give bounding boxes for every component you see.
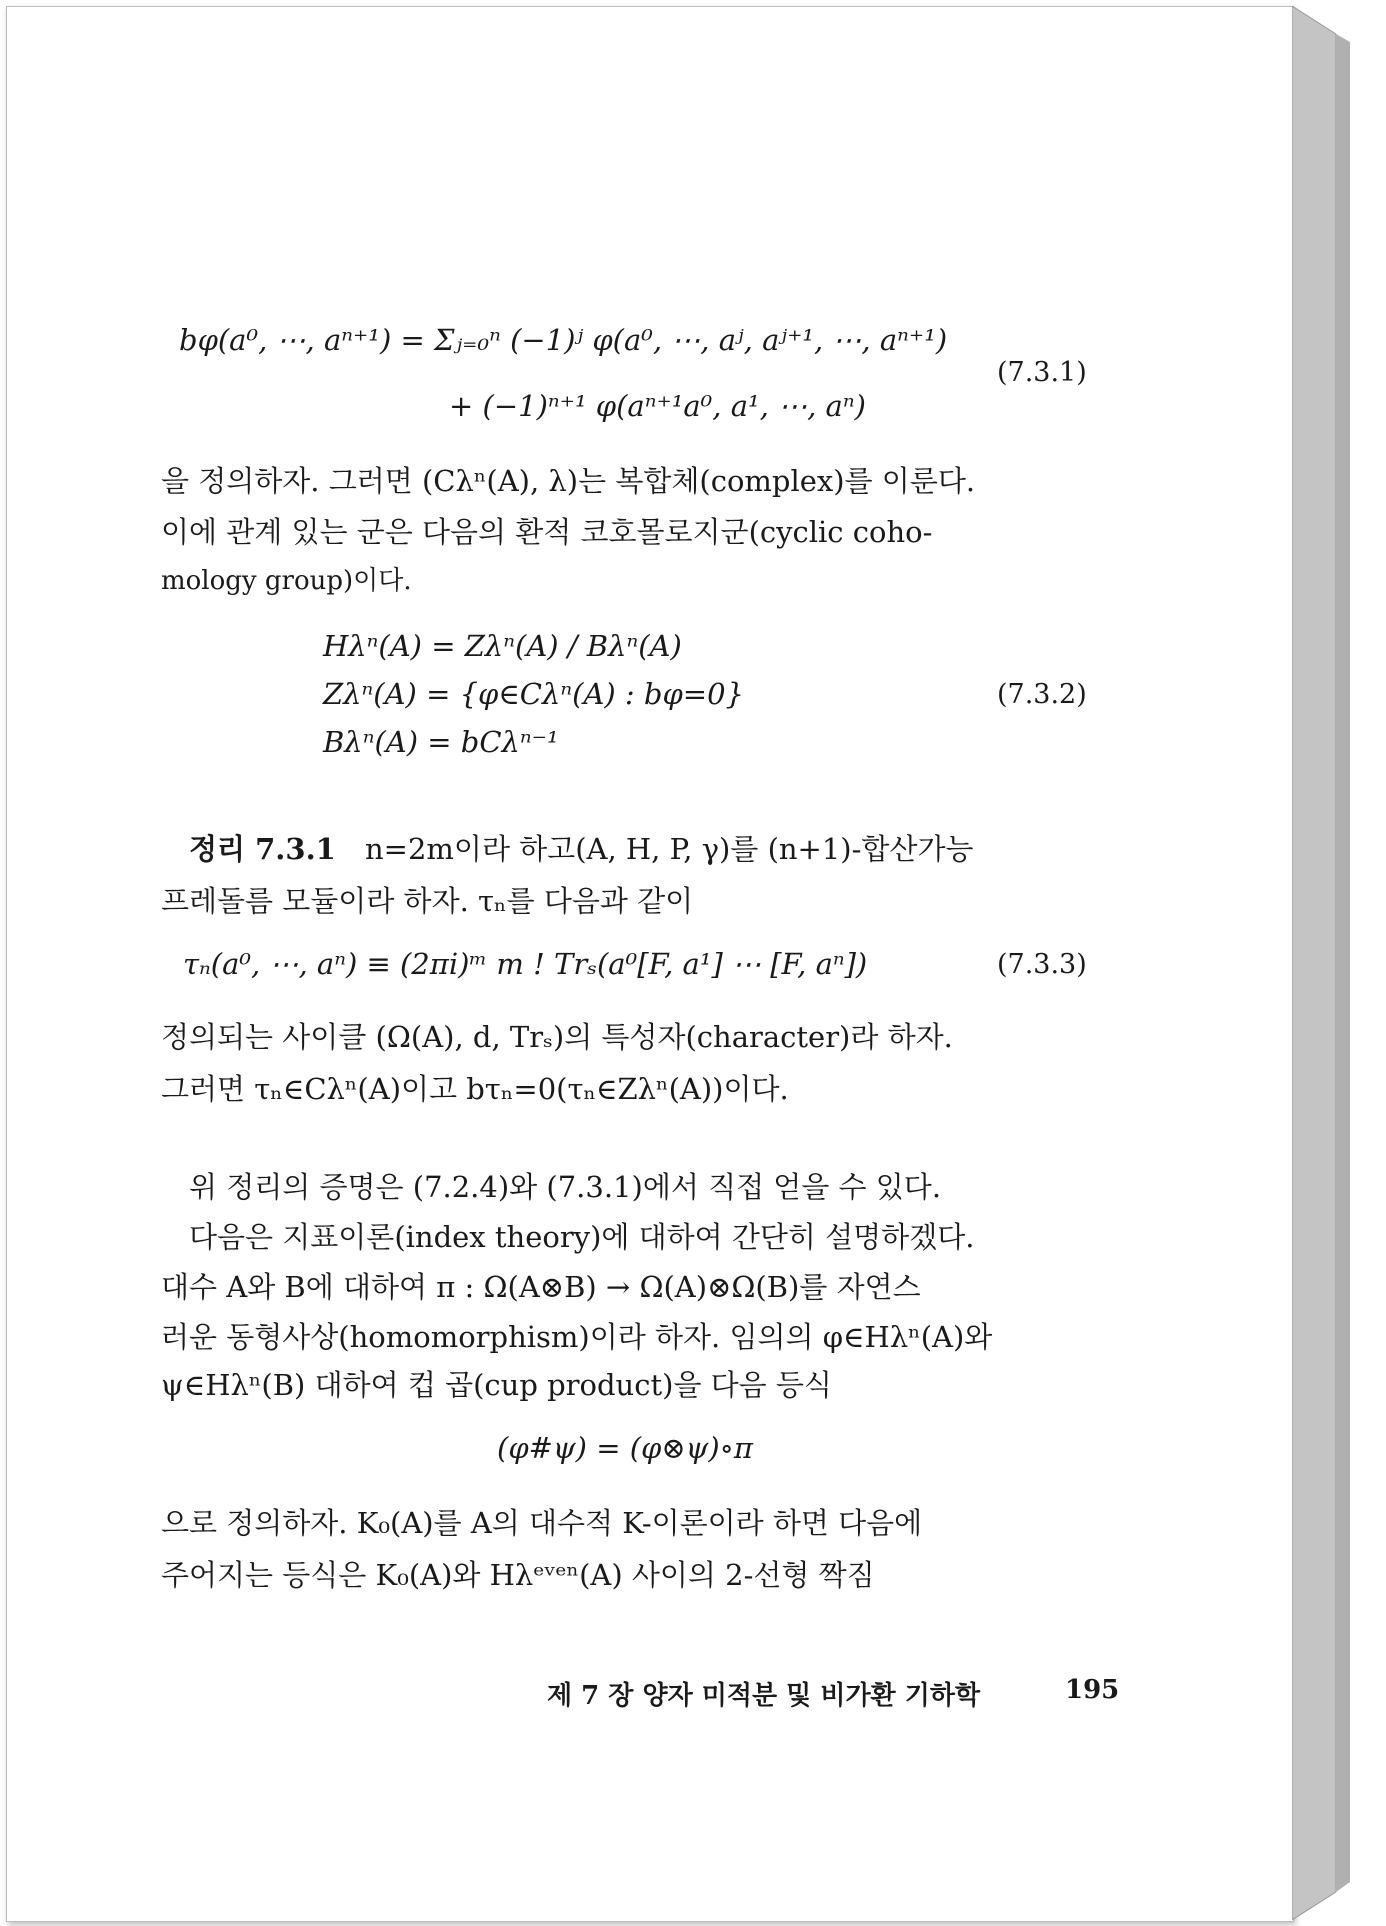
cup-product-equation: (φ#ψ) = (φ⊗ψ)∘π bbox=[497, 1431, 753, 1465]
equation-7-3-1-line2: + (−1)ⁿ⁺¹ φ(aⁿ⁺¹a⁰, a¹, ⋯, aⁿ) bbox=[449, 389, 866, 423]
equation-number-7-3-1: (7.3.1) bbox=[997, 357, 1087, 388]
paragraph-1-line3: mology group)이다. bbox=[161, 566, 412, 596]
paragraph-2-line2: 그러면 τₙ∈Cλⁿ(A)이고 bτₙ=0(τₙ∈Zλⁿ(A))이다. bbox=[161, 1072, 789, 1106]
paragraph-1-line1: 을 정의하자. 그러면 (Cλⁿ(A), λ)는 복합체(complex)를 이룬다. bbox=[161, 464, 976, 498]
equation-7-3-2-line1: Hλⁿ(A) = Zλⁿ(A) / Bλⁿ(A) bbox=[323, 629, 682, 663]
paragraph-1-line2: 이에 관계 있는 군은 다음의 환적 코호몰로지군(cyclic coho- bbox=[161, 515, 933, 549]
paragraph-3-line3: 대수 A와 B에 대하여 π : Ω(A⊗B) → Ω(A)⊗Ω(B)를 자연스 bbox=[161, 1270, 921, 1304]
book-spine-edge bbox=[1292, 6, 1362, 1920]
theorem-line2: 프레돌름 모듈이라 하자. τₙ를 다음과 같이 bbox=[161, 884, 694, 918]
theorem-line1: n=2m이라 하고(A, H, P, γ)를 (n+1)-합산가능 bbox=[365, 832, 974, 866]
book-page bbox=[6, 6, 1294, 1922]
equation-7-3-1-line1: bφ(a⁰, ⋯, aⁿ⁺¹) = Σⱼ₌₀ⁿ (−1)ʲ φ(a⁰, ⋯, aʲ, aʲ⁺¹, ⋯, aⁿ⁺¹) bbox=[179, 323, 948, 357]
equation-number-7-3-2: (7.3.2) bbox=[997, 679, 1087, 710]
paragraph-4-line2: 주어지는 등식은 K₀(A)와 Hλᵉᵛᵉⁿ(A) 사이의 2-선형 짝짐 bbox=[161, 1558, 875, 1592]
equation-7-3-3: τₙ(a⁰, ⋯, aⁿ) ≡ (2πi)ᵐ m ! Trₛ(a⁰[F, a¹] ⋯ [F, aⁿ]) bbox=[183, 947, 868, 981]
running-footer-chapter: 제 7 장 양자 미적분 및 비가환 기하학 bbox=[547, 1681, 981, 1711]
page-number: 195 bbox=[1065, 1675, 1120, 1705]
paragraph-3-line4: 러운 동형사상(homomorphism)이라 하자. 임의의 φ∈Hλⁿ(A)와 bbox=[161, 1320, 993, 1354]
paragraph-3-line2: 다음은 지표이론(index theory)에 대하여 간단히 설명하겠다. bbox=[189, 1220, 975, 1254]
equation-7-3-2-line2: Zλⁿ(A) = {φ∈Cλⁿ(A) : bφ=0} bbox=[323, 677, 744, 711]
paragraph-3-line1: 위 정리의 증명은 (7.2.4)와 (7.3.1)에서 직접 얻을 수 있다. bbox=[189, 1170, 942, 1204]
theorem-label: 정리 7.3.1 bbox=[189, 832, 336, 866]
equation-7-3-2-line3: Bλⁿ(A) = bCλⁿ⁻¹ bbox=[323, 725, 559, 759]
paragraph-4-line1: 으로 정의하자. K₀(A)를 A의 대수적 K-이론이라 하면 다음에 bbox=[161, 1506, 923, 1540]
paragraph-2-line1: 정의되는 사이클 (Ω(A), d, Trₛ)의 특성자(character)라 하자. bbox=[161, 1020, 953, 1054]
equation-number-7-3-3: (7.3.3) bbox=[997, 949, 1087, 980]
paragraph-3-line5: ψ∈Hλⁿ(B) 대하여 컵 곱(cup product)을 다음 등식 bbox=[161, 1368, 832, 1402]
